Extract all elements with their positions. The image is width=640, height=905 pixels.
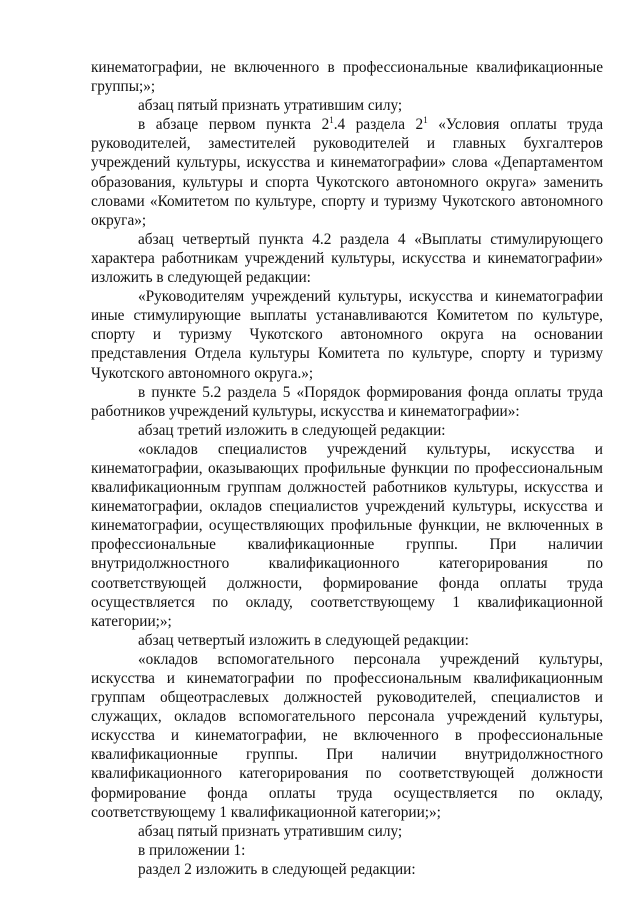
- paragraph-razdel-2: раздел 2 изложить в следующей редакции:: [138, 860, 416, 878]
- paragraph-punkt-5-2: в пункте 5.2 раздела 5 «Порядок формирования фонда оплаты труда работников учреждений культуры, искусства и кинематографии»:: [91, 383, 603, 420]
- paragraph-prilozhenie-1: в приложении 1:: [138, 841, 246, 859]
- paragraph-quote-rukovoditelyam: «Руководителям учреждений культуры, искусства и кинематографии иные стимулирующие выплаты устанавливаются Комитетом по культуре, спорту и туризму Чукотского автономного округа на основании представления Отдела культуры Комитета по культуре, спорту и туризму Чукотского автономного округа.»;: [91, 288, 603, 382]
- document-page: [91, 58, 603, 879]
- superscript-number: 1: [329, 115, 334, 126]
- paragraph-punkt-4-2: абзац четвертый пункта 4.2 раздела 4 «Выплаты стимулирующего характера работникам учреждений культуры, искусства и кинематографии» изложить в следующей редакции:: [91, 230, 603, 287]
- superscript-number: 1: [423, 115, 428, 126]
- paragraph-quote-okladov-vspomogatelnogo: «окладов вспомогательного персонала учреждений культуры, искусства и кинематографии по профессиональным квалификационным группам общеотраслевых должностей руководителей, специалистов и служащих, окладов вспомогательного персонала учреждений культуры, искусства и кинематографии, не включенного в профессиональные квалификационные группы. При наличии внутридолжностного квалификационного категорирования по соответствующей должности формирование фонда оплаты труда осуществляется по окладу, соответствующему 1 квалификационной категории;»;: [91, 650, 603, 821]
- paragraph-abzac-5-void-2: абзац пятый признать утратившим силу;: [138, 822, 403, 840]
- paragraph-text-segment: .4 раздела 2: [333, 116, 424, 134]
- paragraph-text-segment: в абзаце первом пункта 2: [138, 116, 330, 134]
- paragraph-abzac-3-edit: абзац третий изложить в следующей редакции:: [138, 421, 446, 439]
- paragraph-continuation: кинематографии, не включенного в профессиональные квалификационные группы;»;: [91, 59, 603, 96]
- paragraph-quote-okladov-specialistov: «окладов специалистов учреждений культуры, искусства и кинематографии, оказывающих профильные функции по профессиональным квалификационным группам должностей работников культуры, искусства и кинематографии, окладов специалистов учреждений культуры, искусства и кинематографии, осуществляющих профильные функции, не включенных в профессиональные квалификационные группы. При наличии внутридолжностного квалификационного категорирования по соответствующей должности, формирование фонда оплаты труда осуществляется по окладу, соответствующему 1 квалификационной категории;»;: [91, 440, 603, 630]
- paragraph-text-segment: «Условия оплаты труда руководителей, заместителей руководителей и главных бухгалтеров учреждений культуры, искусства и кинематографии» слова «Департаментом образования, культуры и спорта Чукотского автономного округа» заменить словами «Комитетом по культуре, спорту и туризму Чукотского автономного округа»;: [91, 116, 603, 229]
- paragraph-abzac-4-edit: абзац четвертый изложить в следующей редакции:: [138, 631, 469, 649]
- paragraph-abzac-5-void: абзац пятый признать утратившим силу;: [138, 97, 403, 115]
- paragraph-punkt-2-1-4: [91, 115, 603, 230]
